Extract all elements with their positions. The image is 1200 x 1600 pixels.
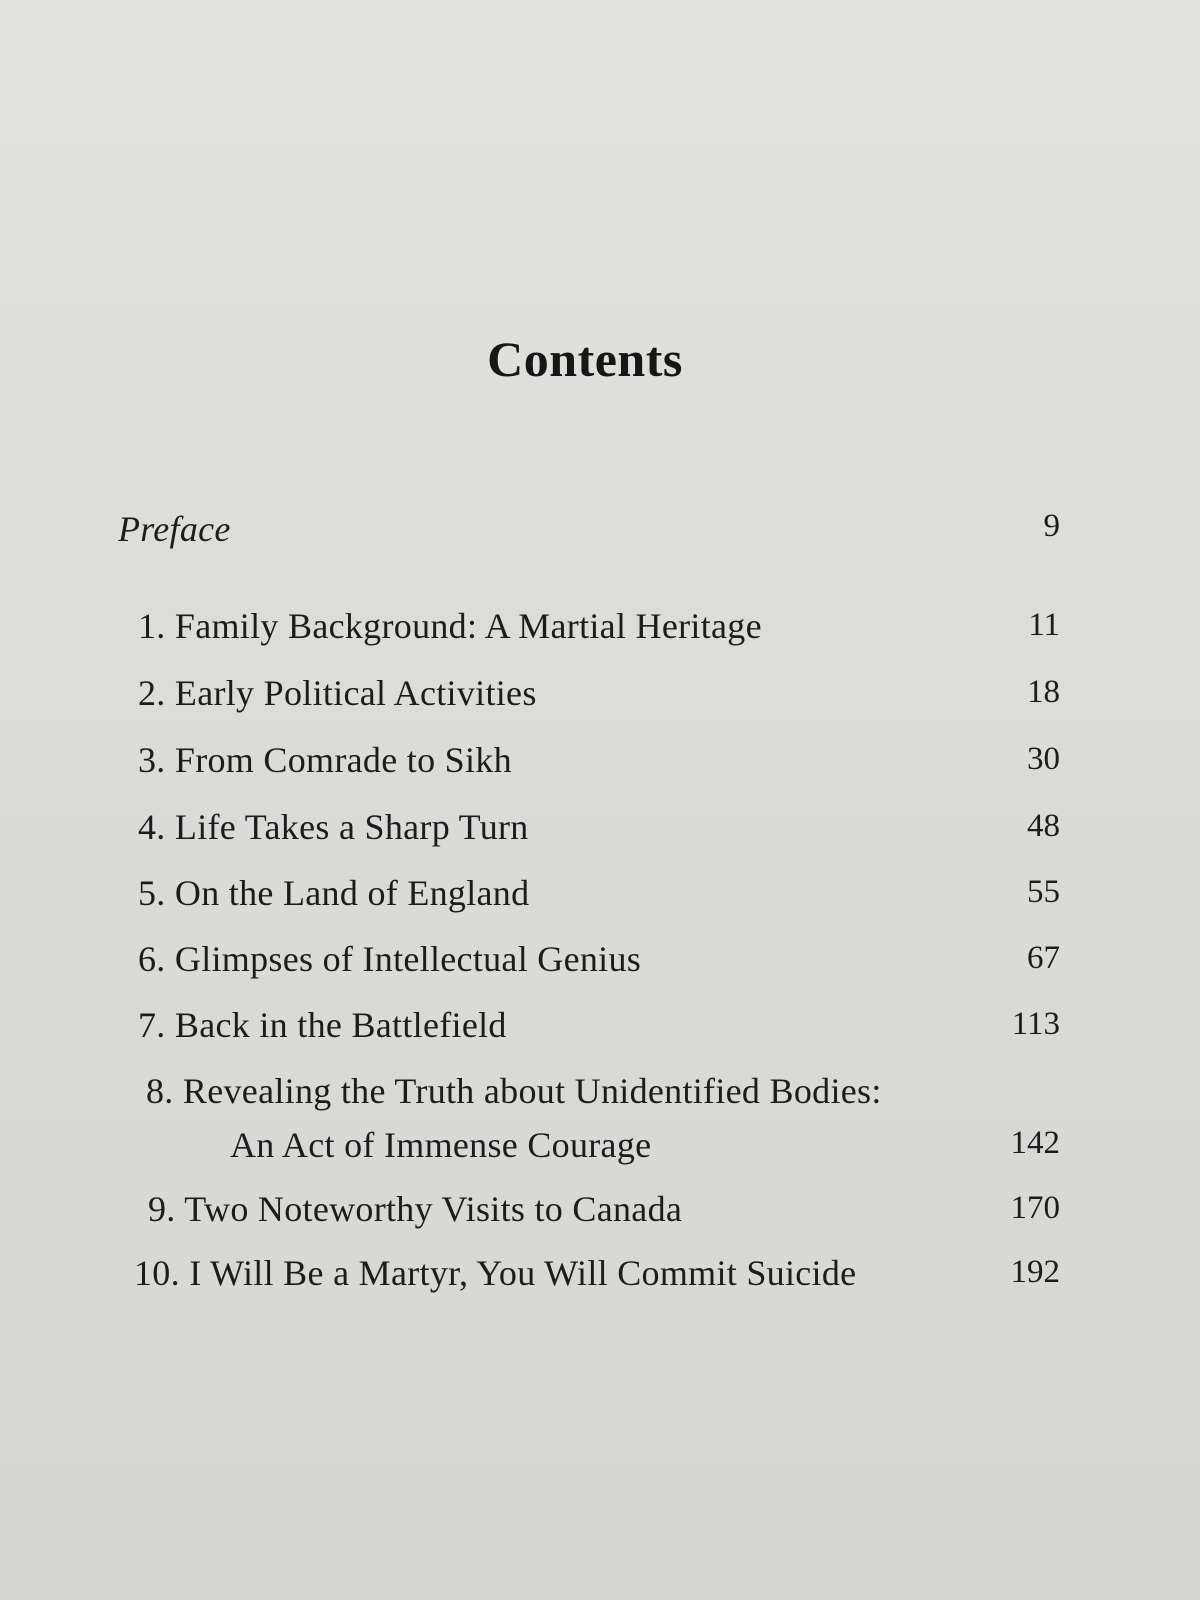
toc-entry-title: 4. Life Takes a Sharp Turn (138, 807, 529, 847)
toc-entry-title: 10. I Will Be a Martyr, You Will Commit Suicide (134, 1253, 857, 1293)
toc-entry-title: 6. Glimpses of Intellectual Genius (138, 939, 642, 979)
contents-heading: Contents (487, 331, 683, 387)
toc-entry-title-line-1: 8. Revealing the Truth about Unidentified Bodies: (146, 1071, 882, 1111)
toc-entry-page: 55 (1027, 874, 1060, 910)
toc-entry-page: 113 (1011, 1006, 1060, 1042)
toc-entry-page: 142 (1010, 1125, 1060, 1161)
toc-entry-title-line-2: An Act of Immense Courage (230, 1125, 652, 1165)
toc-entry-chapter-1 (0, 605, 1200, 655)
toc-entry-page: 192 (1010, 1254, 1060, 1290)
toc-entry-chapter-9 (0, 1188, 1200, 1238)
toc-entry-title: Preface (118, 509, 231, 549)
toc-entry-page: 9 (1043, 508, 1060, 544)
toc-entry-chapter-5 (0, 872, 1200, 922)
toc-entry-page: 67 (1027, 940, 1060, 976)
toc-entry-page: 170 (1010, 1190, 1060, 1226)
toc-entry-chapter-10 (0, 1252, 1200, 1302)
toc-entry-preface (0, 508, 1200, 558)
toc-entry-chapter-6 (0, 938, 1200, 988)
toc-entry-title: 9. Two Noteworthy Visits to Canada (148, 1189, 683, 1229)
toc-entry-page: 30 (1027, 741, 1060, 777)
toc-entry-title: 2. Early Political Activities (138, 673, 537, 713)
toc-entry-title: 3. From Comrade to Sikh (138, 740, 512, 780)
toc-entry-page: 11 (1028, 607, 1060, 643)
toc-entry-chapter-8 (0, 1070, 1200, 1180)
toc-entry-title: 7. Back in the Battlefield (138, 1005, 507, 1045)
toc-entry-page: 48 (1027, 808, 1060, 844)
toc-entry-chapter-2 (0, 672, 1200, 722)
toc-entry-chapter-3 (0, 739, 1200, 789)
toc-entry-title: 1. Family Background: A Martial Heritage (138, 606, 762, 646)
toc-entry-chapter-4 (0, 806, 1200, 856)
toc-entry-page: 18 (1027, 674, 1060, 710)
toc-entry-chapter-7 (0, 1004, 1200, 1054)
toc-entry-title: 5. On the Land of England (138, 873, 530, 913)
